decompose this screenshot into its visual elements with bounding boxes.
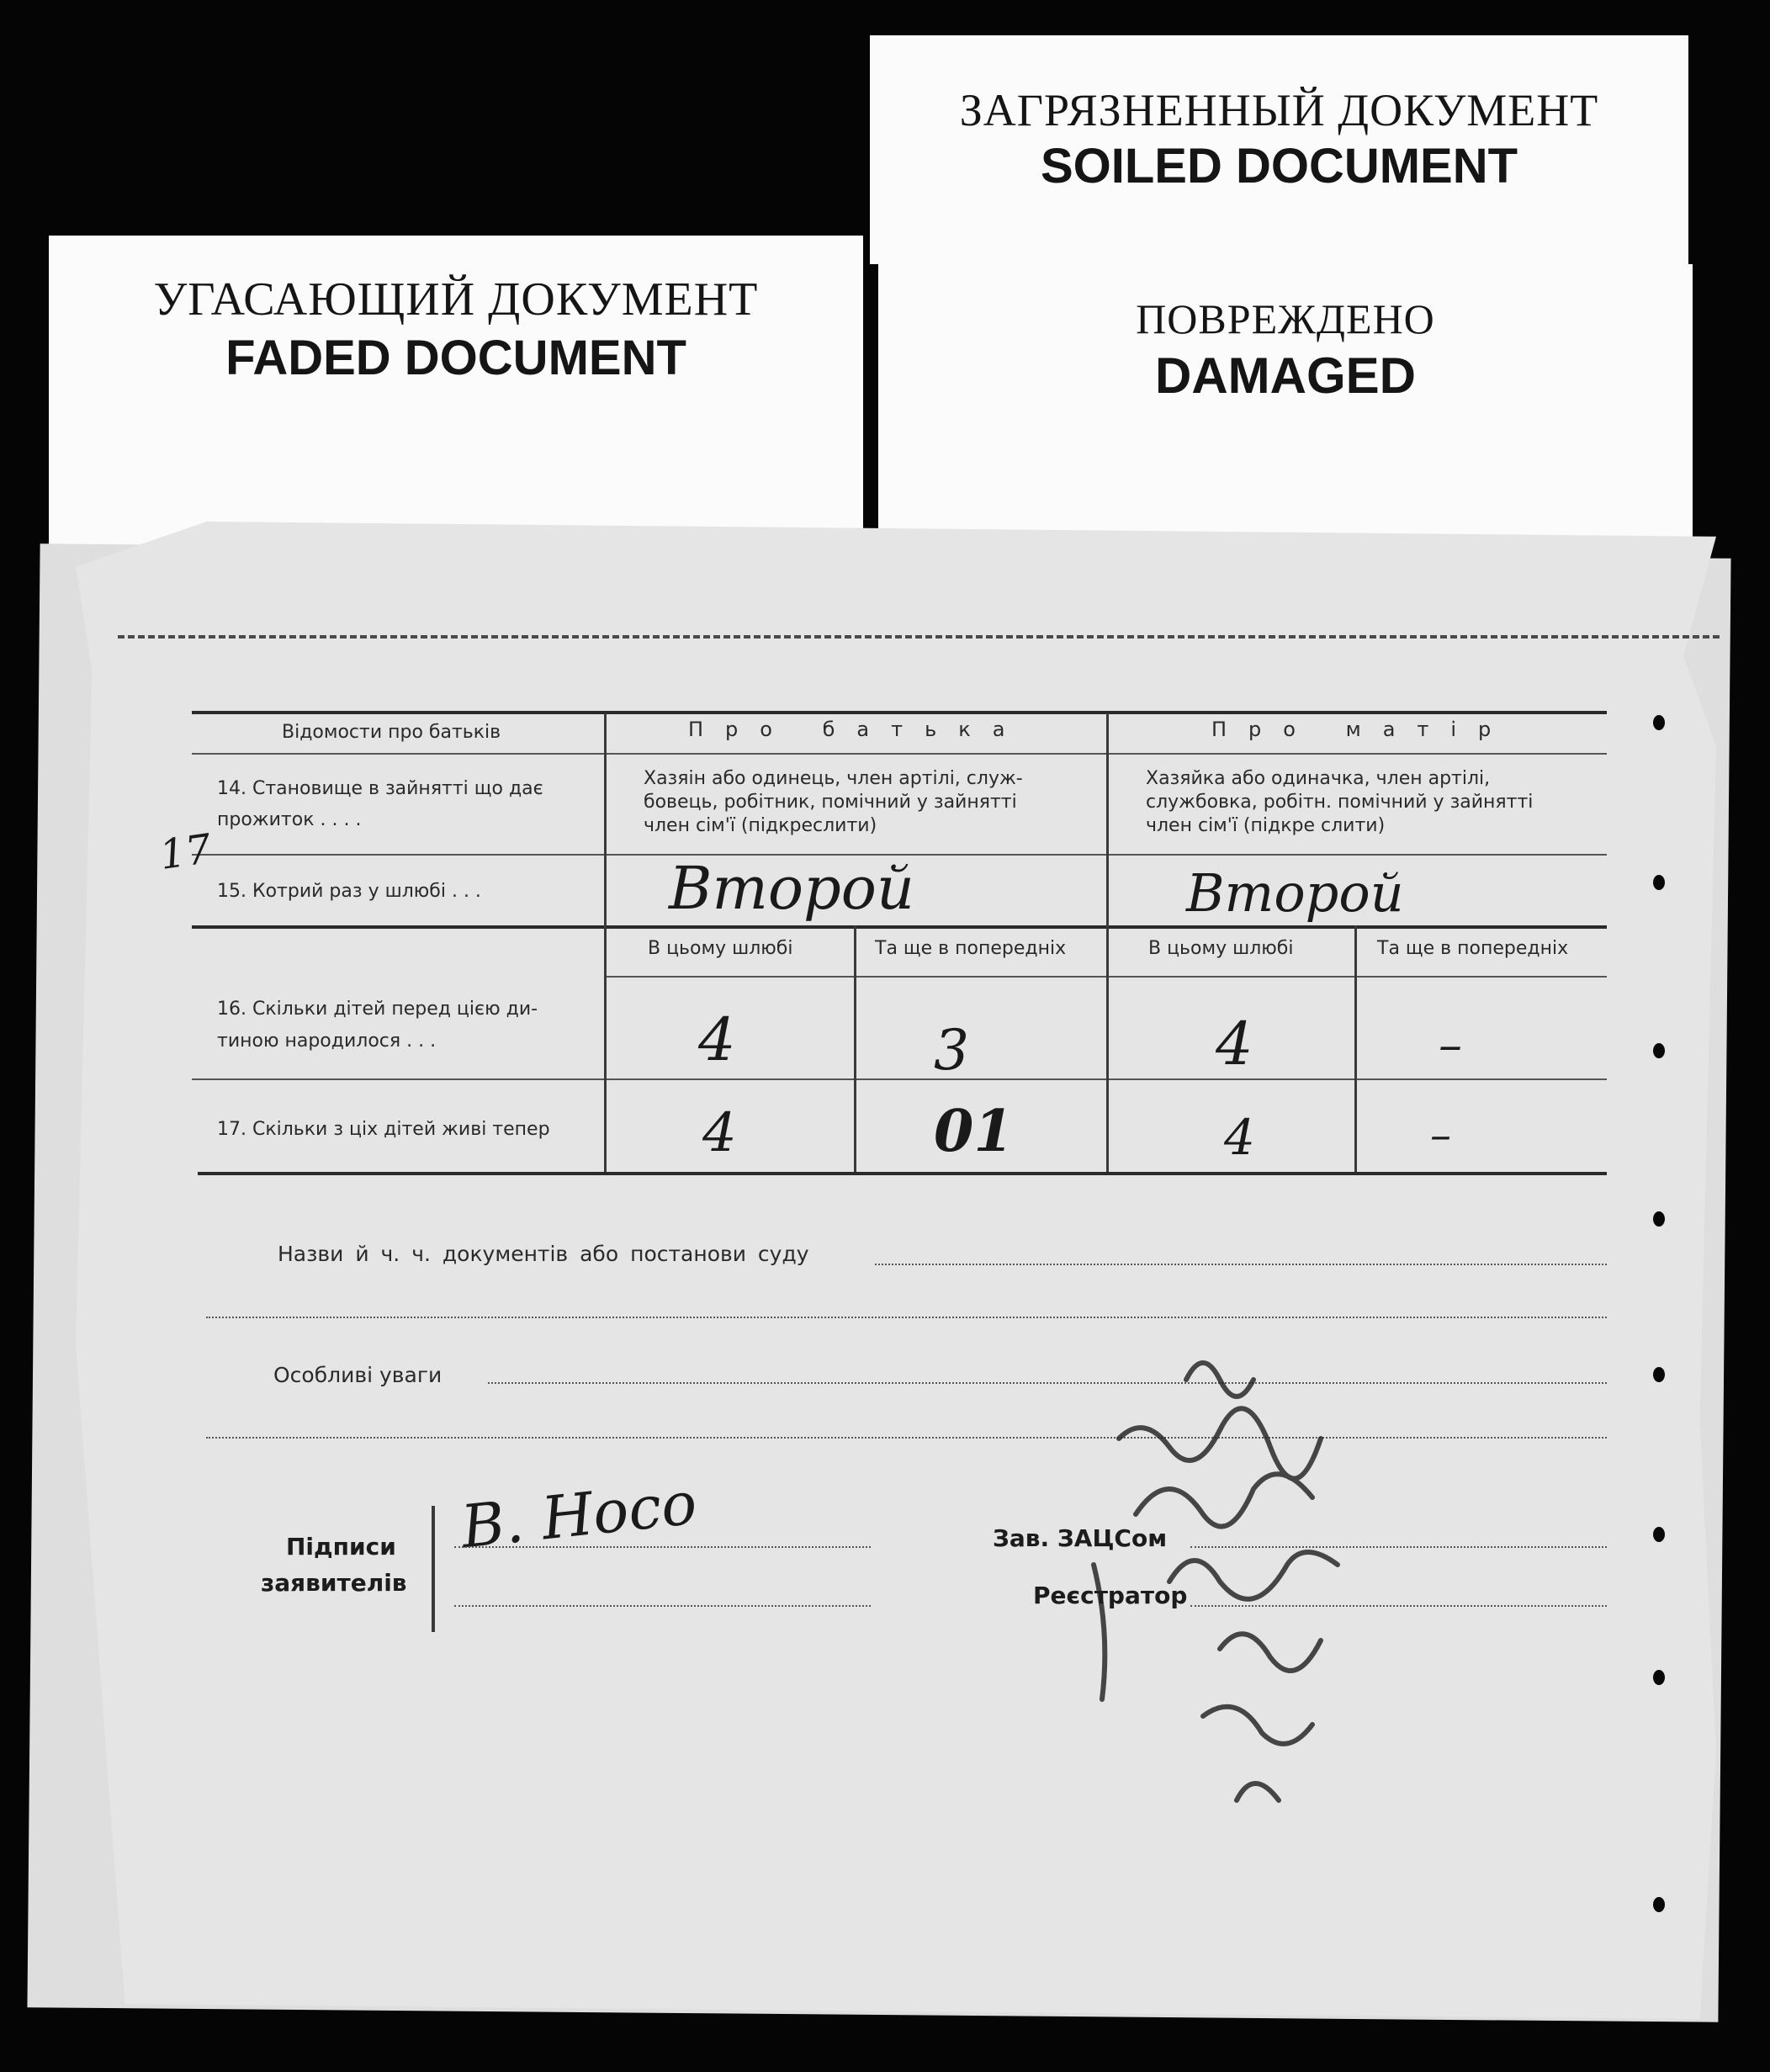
- punch-hole: [1653, 1897, 1665, 1912]
- col-previous-mother: Та ще в попередніх: [1377, 938, 1569, 959]
- signatures-brace: [432, 1506, 435, 1632]
- row14-mother-line: Хазяйка або одиначка, член артілі,: [1146, 768, 1491, 789]
- damaged-en-label: DAMAGED: [1155, 347, 1416, 404]
- margin-mark: 17: [156, 825, 215, 879]
- signature-line: [454, 1605, 871, 1607]
- row14-mother-line: службовка, робітн. помічний у зайнятті: [1146, 792, 1534, 813]
- faded-ru-label: УГАСАЮЩИЙ ДОКУМЕНТ: [153, 273, 759, 326]
- row14-father-line: Хазяін або одинець, член артілі, служ-: [644, 768, 1023, 789]
- header-mother: Про матір: [1211, 718, 1513, 741]
- row16-father-this: 4: [698, 1005, 736, 1074]
- table-divider: [1354, 925, 1357, 1172]
- punch-hole: [1653, 1527, 1665, 1542]
- notes-field-line: [488, 1382, 1607, 1384]
- damaged-ru-label: ПОВРЕЖДЕНО: [1136, 295, 1435, 342]
- header-father: Про батька: [688, 718, 1027, 741]
- table-rule: [192, 1078, 1607, 1080]
- col-this-marriage-mother: В цьому шлюбі: [1148, 938, 1294, 959]
- table-rule: [198, 1172, 1607, 1175]
- row17-father-this: 4: [702, 1102, 737, 1164]
- row14-father-line: член сім'ї (підкреслити): [644, 815, 877, 836]
- signature-line: [454, 1546, 871, 1548]
- punch-hole: [1653, 1367, 1665, 1382]
- head-zags-label: Зав. ЗАЦСом: [993, 1524, 1168, 1552]
- table-rule: [192, 925, 1607, 929]
- damaged-document-card: [878, 264, 1693, 542]
- row16-label: 16. Скільки дітей перед цією ди-: [217, 999, 538, 1020]
- documents-label: Назви й ч. ч. документів або постанови суду: [278, 1242, 809, 1266]
- row14-mother-line: член сім'ї (підкре слити): [1146, 815, 1386, 836]
- row16-label-cont: тиною народилося . . .: [217, 1031, 437, 1052]
- punch-hole: [1653, 715, 1665, 730]
- punch-hole: [1653, 1670, 1665, 1685]
- soiled-en-label: SOILED DOCUMENT: [1040, 139, 1518, 193]
- stamp-scribble: [1068, 1329, 1430, 1834]
- form-paper: [76, 522, 1716, 2019]
- row17-mother-prev: –: [1430, 1110, 1451, 1159]
- row16-mother-prev: –: [1439, 1018, 1462, 1073]
- col-this-marriage-father: В цьому шлюбі: [648, 938, 793, 959]
- punch-hole: [1653, 1211, 1665, 1227]
- notes-label: Особливі уваги: [273, 1363, 442, 1387]
- row15-mother-value: Второй: [1186, 862, 1404, 924]
- perforation-line: [118, 635, 1720, 639]
- row14-label: 14. Становище в зайнятті що дає: [217, 778, 543, 799]
- punch-hole: [1653, 1043, 1665, 1058]
- faded-document-card: [49, 236, 863, 564]
- soiled-document-card: [870, 35, 1688, 264]
- table-rule: [192, 711, 1607, 714]
- row17-mother-this: 4: [1224, 1109, 1255, 1166]
- punch-hole: [1653, 875, 1665, 890]
- table-divider: [854, 925, 856, 1172]
- soiled-ru-label: ЗАГРЯЗНЕННЫЙ ДОКУМЕНТ: [959, 85, 1599, 135]
- row17-label: 17. Скільки з ціх дітей живі тепер: [217, 1119, 550, 1140]
- faded-en-label: FADED DOCUMENT: [225, 331, 686, 385]
- applicant-signature: В. Носо: [458, 1468, 701, 1562]
- row15-label: 15. Котрий раз у шлюбі . . .: [217, 881, 481, 902]
- row17-father-prev: 01: [934, 1098, 1014, 1165]
- documents-field-line: [875, 1264, 1607, 1265]
- row14-father-line: бовець, робітник, помічний у зайнятті: [644, 792, 1017, 813]
- header-parents-info: Відомости про батьків: [282, 722, 501, 743]
- col-previous-father: Та ще в попередніх: [875, 938, 1067, 959]
- table-rule: [192, 753, 1607, 755]
- signatures-label: Підписи: [286, 1533, 396, 1561]
- table-divider: [604, 713, 607, 1172]
- table-divider: [1106, 713, 1109, 1172]
- registrar-label: Реєстратор: [1033, 1582, 1188, 1609]
- row15-father-value: Второй: [669, 854, 914, 923]
- documents-field-line: [206, 1317, 1607, 1318]
- row14-label-cont: прожиток . . . .: [217, 809, 362, 830]
- row16-father-prev: 3: [934, 1018, 969, 1083]
- row16-mother-this: 4: [1216, 1010, 1253, 1078]
- signatures-label-cont: заявителів: [261, 1569, 407, 1597]
